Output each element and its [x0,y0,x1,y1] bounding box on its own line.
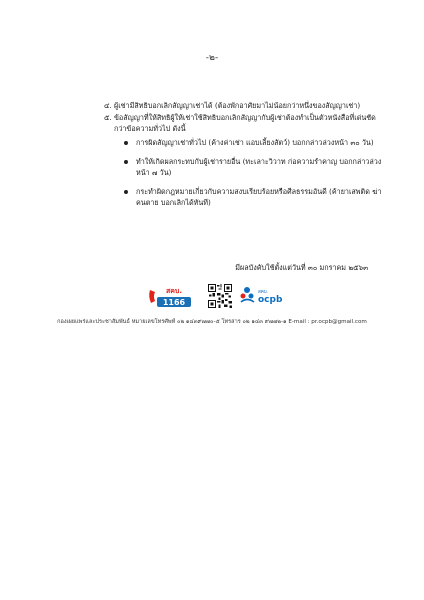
document-body [104,100,384,216]
phone-handset-icon [149,290,155,303]
hotline-number-text: 1166 [162,298,186,307]
hotline-1166-logo [147,282,195,310]
bullet-item [124,137,384,148]
contact-footer: กองเผยแพร่และประชาสัมพันธ์ หมายเลขโทรศัพท์ ๐๒ ๑๔๓๙๗๗๐-๕ โทรสาร ๐๒ ๑๔๓ ๙๗๗๒-๑ E-mail : pr.ocpb@gmail.com [57,319,367,325]
bullet-icon [124,141,128,145]
bullet-icon [124,160,128,164]
list-item-4 [104,100,384,111]
bullet-icon [124,190,128,194]
effective-date: มีผลบังคับใช้ตั้งแต่วันที่ ๓๐ มกราคม ๒๕๖๓ [235,263,368,272]
item-number: ๔. [104,101,112,110]
qr-code-icon [208,284,232,308]
item-text: ข้อสัญญาที่ให้สิทธิผู้ให้เช่าใช้สิทธิบอกเลิกสัญญากับผู้เช่าต้องทำเป็นตัวหนังสือที่เด่นชัด กว่าข้อความทั่วไป ดังนี้ [114,113,376,133]
ocpb-small-text: สคบ. [258,290,269,295]
item-number: ๕. [104,113,112,122]
bullet-item [124,156,384,178]
hotline-abbr-text: สคบ. [165,287,183,295]
bullet-list [124,137,384,208]
item-text: ผู้เช่ามีสิทธิบอกเลิกสัญญาเช่าได้ (ต้องพักอาศัยมาไม่น้อยกว่าหนึ่งของสัญญาเช่า) [114,101,361,110]
bullet-text: กระทำผิดกฎหมายเกี่ยวกับความสงบเรียบร้อยหรือศีลธรรมอันดี (ค้ายาเสพติด ฆ่าคนตาย บอกเลิกได้ทันที) [136,187,382,207]
logo-row [0,282,424,312]
ocpb-wordmark: ocpb [258,295,283,305]
bullet-item [124,186,384,208]
page-number: -๒- [205,53,219,63]
ocpb-logo [238,282,288,310]
list-item-5 [104,112,384,134]
bullet-text: ทำให้เกิดผลกระทบกับผู้เช่ารายอื่น (ทะเลาะวิวาท ก่อความรำคาญ บอกกล่าวล่วงหน้า ๗ วัน) [136,157,382,177]
bullet-text: การผิดสัญญาเช่าทั่วไป (ค้างค่าเช่า แอบเลี้ยงสัตว์) บอกกล่าวล่วงหน้า ๓๐ วัน) [136,138,374,147]
